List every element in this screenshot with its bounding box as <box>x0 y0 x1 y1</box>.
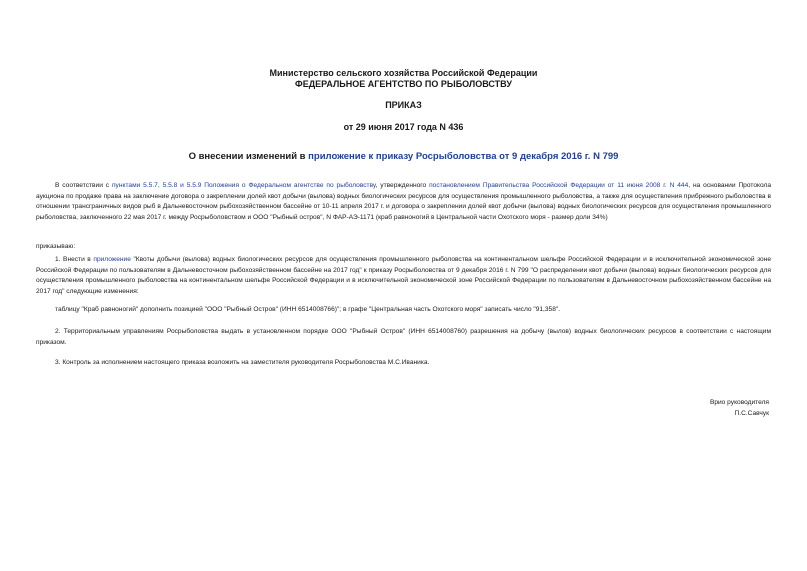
regulation-link[interactable]: пунктами 5.5.7, 5.5.8 и 5.5.9 Положения о Федеральном агентстве по рыболовству <box>111 182 376 189</box>
title-prefix: О внесении изменений в <box>188 151 309 162</box>
item-3-paragraph: 3. Контроль за исполнением настоящего приказа возложить на заместителя руководителя Росрыболовства М.С.Иваника. <box>55 359 430 366</box>
table-change-paragraph: таблицу "Краб равноногий" дополнить позицией "ООО "Рыбный Остров" (ИНН 6514008766)"; в графе "Центральная часть Охотского моря" записать число "91,358". <box>55 306 561 313</box>
agency-heading: ФЕДЕРАЛЬНОЕ АГЕНТСТВО ПО РЫБОЛОВСТВУ <box>295 79 512 89</box>
item-1-text-1: 1. Внести в <box>55 256 94 263</box>
document-title <box>0 151 807 162</box>
preamble-text-1: В соответствии с <box>55 182 112 189</box>
doc-type-heading: ПРИКАЗ <box>385 100 422 110</box>
ministry-heading: Министерство сельского хозяйства Российской Федерации <box>269 68 538 78</box>
date-number-heading: от 29 июня 2017 года N 436 <box>343 122 464 132</box>
preamble-text-2: , утвержденного <box>375 182 430 189</box>
appendix-link[interactable]: приложение <box>93 256 131 263</box>
item-1-text-2: "Квоты добычи (вылова) водных биологических ресурсов для осуществления промышленного рыболовства на континентальном шельфе Российской Федерации и в исключительной экономической зоне Российской Федерации по пользователям в Дальневосточном рыбохозяйственном бассейне на 2017 год" к приказу Росрыболовства от 9 декабря 2016 г. N 799 "О распределении квот добычи (вылова) водных биологических ресурсов для осуществления промышленного рыболовства на континентальном шельфе Российской Федерации и в исключительной экономической зоне Российской Федерации по пользователям в Дальневосточном рыбохозяйственном бассейне на 2017 год" следующие изменения: <box>36 256 771 295</box>
preamble-text-3: , на основании Протокола аукциона по продаже права на заключение договора о закреплении долей квот добычи (вылова) водных биологических ресурсов для осуществления промышленного рыболовства, а также для осуществления прибрежного рыболовства в отношении трансграничных видов рыб в Дальневосточном рыбохозяйственном бассейне от 10-11 апреля 2017 г. и договора о закреплении долей квот добычи (вылова) водных биологических ресурсов для осуществления промышленного рыболовства, заключенного 22 мая 2017 г. между Росрыболовством и ООО "Рыбный остров", N ФАР-АЭ-1171 (краб равноногий в Центральной части Охотского моря - размер доли 34%) <box>36 182 771 221</box>
order-word: приказываю: <box>36 243 76 250</box>
item-1-paragraph <box>36 255 771 297</box>
signature-name: П.С.Савчук <box>734 410 769 417</box>
title-link[interactable]: приложение к приказу Росрыболовства от 9 декабря 2016 г. N 799 <box>308 151 619 162</box>
government-decree-link[interactable]: постановлением Правительства Российской Федерации от 11 июня 2008 г. N 444 <box>429 182 689 189</box>
item-2-paragraph: 2. Территориальным управлениям Росрыболовства выдать в установленном порядке ООО "Рыбный Остров" (ИНН 6514008760) разрешения на добычу (вылов) водных биологических ресурсов в соответствии с настоящим приказом. <box>36 328 771 346</box>
preamble-paragraph <box>36 181 771 223</box>
signature-position: Врио руководителя <box>709 399 769 406</box>
